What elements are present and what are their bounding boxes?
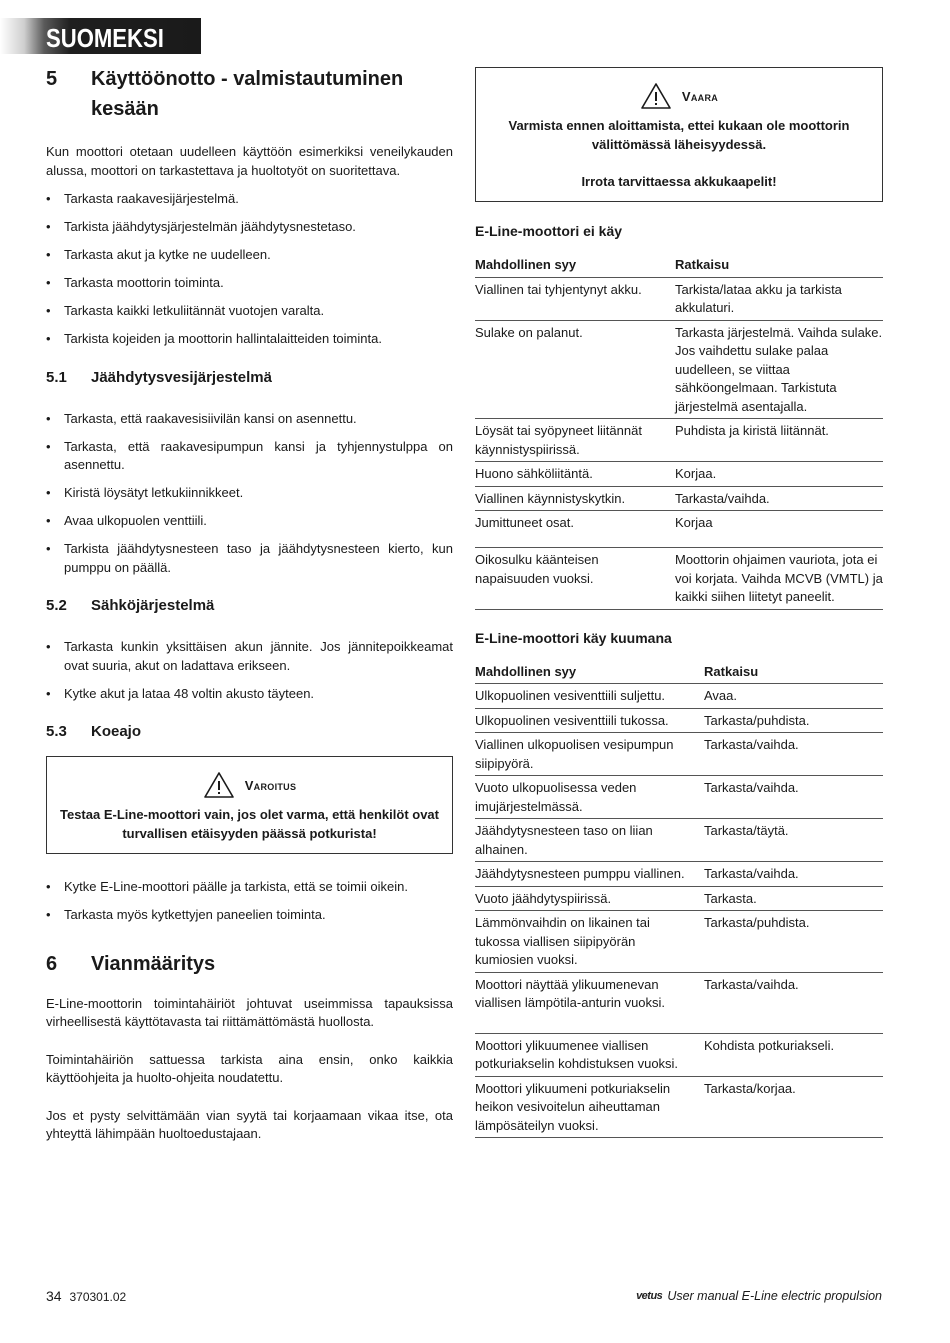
warning-title: Varoitus xyxy=(244,777,297,793)
table-cell-solution: Avaa. xyxy=(704,684,883,709)
table-cell-cause: Sulake on palanut. xyxy=(475,320,675,419)
table-cell-solution: Tarkasta/vaihda. xyxy=(704,972,883,1033)
table-row xyxy=(475,684,883,709)
list-item: • Tarkasta raakavesijärjestelmä. xyxy=(46,190,453,209)
section-5-3-heading: 5.3 Koeajo xyxy=(46,723,142,740)
warning-triangle-icon xyxy=(203,771,235,799)
table-header-row xyxy=(475,658,883,684)
table-cell-solution: Tarkasta/vaihda. xyxy=(704,733,883,776)
table-cell-cause: Huono sähköliitäntä. xyxy=(475,462,675,487)
table-cell-solution: Tarkasta/vaihda. xyxy=(704,776,883,819)
list-item: • Tarkasta akut ja kytke ne uudelleen. xyxy=(46,246,453,265)
table-cell-cause: Moottori näyttää ylikuumenevan viallisen lämpötila-anturin vuoksi. xyxy=(475,972,704,1033)
page-footer-right xyxy=(636,1289,882,1303)
section-5-2-list xyxy=(46,638,453,703)
table-cell-cause: Vuoto jäähdytyspiirissä. xyxy=(475,886,704,911)
table-cell-cause: Ulkopuolinen vesiventtiili suljettu. xyxy=(475,684,704,709)
table-cell-solution: Tarkasta/korjaa. xyxy=(704,1076,883,1138)
page-number: 34 xyxy=(46,1288,62,1304)
table-cell-cause: Viallinen tai tyhjentynyt akku. xyxy=(475,277,675,320)
list-item: • Kiristä löysätyt letkukiinnikkeet. xyxy=(46,484,453,503)
table-no-start xyxy=(475,251,883,610)
table-cell-solution: Puhdista ja kiristä liitännät. xyxy=(675,419,883,462)
table-row xyxy=(475,776,883,819)
right-column xyxy=(475,67,883,1138)
column-header: Mahdollinen syy xyxy=(475,251,675,277)
document-number: 370301.02 xyxy=(69,1290,127,1304)
table-1-title: E-Line-moottori ei käy xyxy=(475,223,623,239)
table-row xyxy=(475,462,883,487)
table-runs-hot xyxy=(475,658,883,1139)
manual-title: User manual E-Line electric propulsion xyxy=(667,1289,882,1303)
list-item: • Tarkasta, että raakavesisiivilän kansi on asennettu. xyxy=(46,410,453,429)
table-cell-solution: Tarkasta järjestelmä. Vaihda sulake. Jos vaihdettu sulake palaa uudelleen, se viittaa sähköongelmaan. Tarkistuta järjestelmä asentajalla. xyxy=(675,320,883,419)
section-6-para: Toimintahäiriön sattuessa tarkista aina ensin, onko kaikkia käyttöohjeita ja huolto-ohjeita noudatettu. xyxy=(46,1051,453,1085)
table-cell-cause: Jäähdytysnesteen taso on liian alhainen. xyxy=(475,819,704,862)
danger-text: Varmista ennen aloittamista, ettei kukaan ole moottorin välittömässä läheisyydessä. xyxy=(508,118,850,152)
section-5-heading: 5 Käyttöönotto - valmistautuminen kesään xyxy=(46,64,453,124)
table-cell-cause: Löysät tai syöpyneet liitännät käynnistyspiirissä. xyxy=(475,419,675,462)
table-row xyxy=(475,320,883,419)
table-row xyxy=(475,1033,883,1076)
table-row xyxy=(475,819,883,862)
language-tab xyxy=(0,18,201,54)
list-item: • Tarkista jäähdytysnesteen taso ja jäähdytysnesteen kierto, kun pumppu on päällä. xyxy=(46,540,453,577)
left-column xyxy=(46,64,453,1144)
section-6-heading: 6 Vianmääritys xyxy=(46,952,216,975)
table-cell-solution: Tarkasta/vaihda. xyxy=(704,862,883,887)
section-5-intro: Kun moottori otetaan uudelleen käyttöön esimerkiksi veneilykauden alussa, moottori on tarkastettava ja huoltotyöt on suoritettava. xyxy=(46,144,453,178)
column-header: Ratkaisu xyxy=(675,251,883,277)
table-row xyxy=(475,548,883,610)
section-5-1-heading: 5.1 Jäähdytysvesijärjestelmä xyxy=(46,368,272,386)
table-row xyxy=(475,1076,883,1138)
table-row xyxy=(475,733,883,776)
table-cell-cause: Jumittuneet osat. xyxy=(475,511,675,548)
column-header: Mahdollinen syy xyxy=(475,658,704,684)
table-cell-solution: Korjaa. xyxy=(675,462,883,487)
table-cell-cause: Viallinen ulkopuolisen vesipumpun siipipyörä. xyxy=(475,733,704,776)
list-item: • Tarkasta moottorin toiminta. xyxy=(46,274,453,293)
table-cell-solution: Tarkista/lataa akku ja tarkista akkulaturi. xyxy=(675,277,883,320)
danger-text-2: Irrota tarvittaessa akkukaapelit! xyxy=(581,174,777,189)
list-item: • Tarkasta kaikki letkuliitännät vuotojen varalta. xyxy=(46,302,453,321)
section-5-2-heading: 5.2 Sähköjärjestelmä xyxy=(46,597,215,614)
table-cell-cause: Oikosulku käänteisen napaisuuden vuoksi. xyxy=(475,548,675,610)
warning-box xyxy=(46,756,453,854)
table-row xyxy=(475,862,883,887)
brand-logo: vetus xyxy=(636,1290,663,1302)
section-5-3-list xyxy=(46,878,453,925)
table-row xyxy=(475,886,883,911)
section-5-1-list xyxy=(46,410,453,578)
table-row xyxy=(475,419,883,462)
danger-title: Vaara xyxy=(681,88,719,104)
list-item: • Tarkista kojeiden ja moottorin hallintalaitteiden toiminta. xyxy=(46,330,453,349)
section-6-para: Jos et pysty selvittämään vian syytä tai korjaamaan vikaa itse, ota yhteyttä lähimpään huoltoedustajaan. xyxy=(46,1107,453,1141)
table-row xyxy=(475,486,883,511)
section-5-list xyxy=(46,190,453,349)
table-cell-solution: Korjaa xyxy=(675,511,883,548)
table-cell-solution: Tarkasta/täytä. xyxy=(704,819,883,862)
list-item: • Kytke akut ja lataa 48 voltin akusto täyteen. xyxy=(46,685,453,704)
table-cell-solution: Tarkasta/puhdista. xyxy=(704,708,883,733)
table-row xyxy=(475,277,883,320)
list-item: • Tarkasta myös kytkettyjen paneelien toiminta. xyxy=(46,906,453,925)
table-cell-solution: Tarkasta/vaihda. xyxy=(675,486,883,511)
list-item: • Avaa ulkopuolen venttiili. xyxy=(46,512,453,531)
danger-triangle-icon xyxy=(640,82,672,110)
table-cell-cause: Moottori ylikuumenee viallisen potkuriakselin kohdistuksen vuoksi. xyxy=(475,1033,704,1076)
table-cell-solution: Moottorin ohjaimen vauriota, jota ei voi korjata. Vaihda MCVB (VMTL) ja kaikki siihen liitetyt paneelit. xyxy=(675,548,883,610)
table-row xyxy=(475,511,883,548)
table-row xyxy=(475,972,883,1033)
list-item: • Kytke E-Line-moottori päälle ja tarkista, että se toimii oikein. xyxy=(46,878,453,897)
table-cell-cause: Viallinen käynnistyskytkin. xyxy=(475,486,675,511)
table-cell-cause: Jäähdytysnesteen pumppu viallinen. xyxy=(475,862,704,887)
table-cell-cause: Vuoto ulkopuolisessa veden imujärjestelmässä. xyxy=(475,776,704,819)
table-cell-solution: Tarkasta/puhdista. xyxy=(704,911,883,973)
table-2-title: E-Line-moottori käy kuumana xyxy=(475,629,672,646)
table-cell-cause: Lämmönvaihdin on likainen tai tukossa viallisen siipipyörän kumiosien vuoksi. xyxy=(475,911,704,973)
table-cell-cause: Moottori ylikuumeni potkuriakselin heikon vesivoitelun aiheuttaman lämpösäteilyn vuoksi. xyxy=(475,1076,704,1138)
table-row xyxy=(475,708,883,733)
list-item: • Tarkasta, että raakavesipumpun kansi ja tyhjennystulppa on asennettu. xyxy=(46,438,453,475)
page-footer-left xyxy=(46,1288,126,1304)
section-6-para: E-Line-moottorin toimintahäiriöt johtuvat useimmissa tapauksissa virheellisestä käyttötavasta tai riittämättömästä huollosta. xyxy=(46,995,453,1029)
table-header-row xyxy=(475,251,883,277)
table-row xyxy=(475,911,883,973)
list-item: • Tarkista jäähdytysjärjestelmän jäähdytysnestetaso. xyxy=(46,218,453,237)
list-item: • Tarkasta kunkin yksittäisen akun jännite. Jos jännitepoikkeamat ovat suuria, akut on ladattava erikseen. xyxy=(46,638,453,675)
section-5-title: Käyttöönotto - valmistautuminen kesään xyxy=(91,68,404,120)
table-cell-solution: Kohdista potkuriakseli. xyxy=(704,1033,883,1076)
column-header: Ratkaisu xyxy=(704,658,883,684)
language-label: SUOMEKSI xyxy=(46,23,164,53)
table-cell-cause: Ulkopuolinen vesiventtiili tukossa. xyxy=(475,708,704,733)
danger-box xyxy=(475,67,883,202)
table-cell-solution: Tarkasta. xyxy=(704,886,883,911)
warning-text: Testaa E-Line-moottori vain, jos olet varma, että henkilöt ovat turvallisen etäisyyden päässä potkurista! xyxy=(59,807,439,841)
